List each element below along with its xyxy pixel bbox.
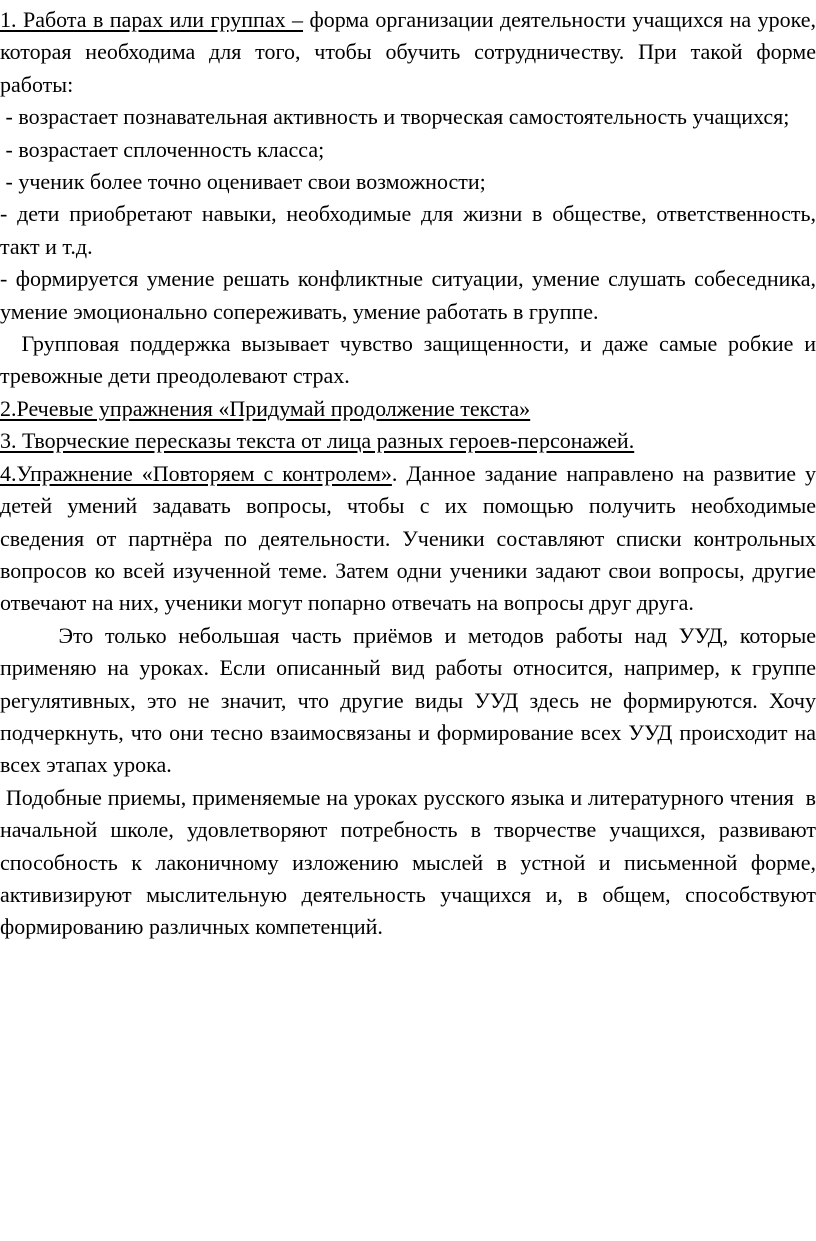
bullet-cognitive-activity: - возрастает познавательная активность и творческая самостоятельность учащихся; <box>0 104 790 130</box>
creative-retelling-heading: 3. Творческие пересказы текста от лица разных героев-персонажей. <box>0 428 635 454</box>
bullet-class-cohesion: - возрастает сплоченность класса; <box>0 136 325 162</box>
pair-work-text: форма организации деятельности учащихся на уроке, которая необходима для того, чтобы обучить сотрудничеству. При такой форме работы: <box>0 7 816 97</box>
repeat-with-control-heading: 4.Упражнение «Повторяем с контролем» <box>0 460 392 486</box>
paragraph-group-support: Групповая поддержка вызывает чувство защищенности, и даже самые робкие и тревожные дети преодолевают страх. <box>0 331 816 389</box>
paragraph-methods: Это только небольшая часть приёмов и методов работы над УУД, которые применяю на уроках. Если описанный вид работы относится, например, к группе регулятивных, это не значит, что другие виды УУД здесь не формируются. Хочу подчеркнуть, что они тесно взаимосвязаны и формирование всех УУД происходит на всех этапах урока. <box>0 622 816 778</box>
item-repeat-with-control <box>0 458 816 620</box>
paragraph-conclusion: Подобные приемы, применяемые на уроках русского языка и литературного чтения в начальной школе, удовлетворяют потребность в творчестве учащихся, развивают способность к лаконичному изложению мыслей в устной и письменной форме, активизируют мыслительную деятельность учащихся и, в общем, способствуют формированию различных компетенций. <box>0 784 816 940</box>
bullet-conflict-resolution: - формируется умение решать конфликтные ситуации, умение слушать собеседника, умение эмоционально сопереживать, умение работать в группе. <box>0 266 816 324</box>
paragraph-pair-work <box>0 4 816 101</box>
repeat-with-control-text: . Данное задание направлено на развитие у детей умений задавать вопросы, чтобы с их помощью получить необходимые сведения от партнёра по деятельности. Ученики составляют списки контрольных вопросов ко всей изученной теме. Затем одни ученики задают свои вопросы, другие отвечают на них, ученики могут попарно отвечать на вопросы друг друга. <box>0 460 816 616</box>
item-creative-retelling <box>0 425 816 457</box>
speech-exercises-heading: 2.Речевые упражнения «Придумай продолжение текста» <box>0 395 531 421</box>
bullet-self-assessment: - ученик более точно оценивает свои возможности; <box>0 169 486 195</box>
item-speech-exercises <box>0 393 816 425</box>
bullet-life-skills: - дети приобретают навыки, необходимые для жизни в обществе, ответственность, такт и т.д. <box>0 201 816 259</box>
pair-work-heading: 1. Работа в парах или группах – <box>0 7 304 32</box>
